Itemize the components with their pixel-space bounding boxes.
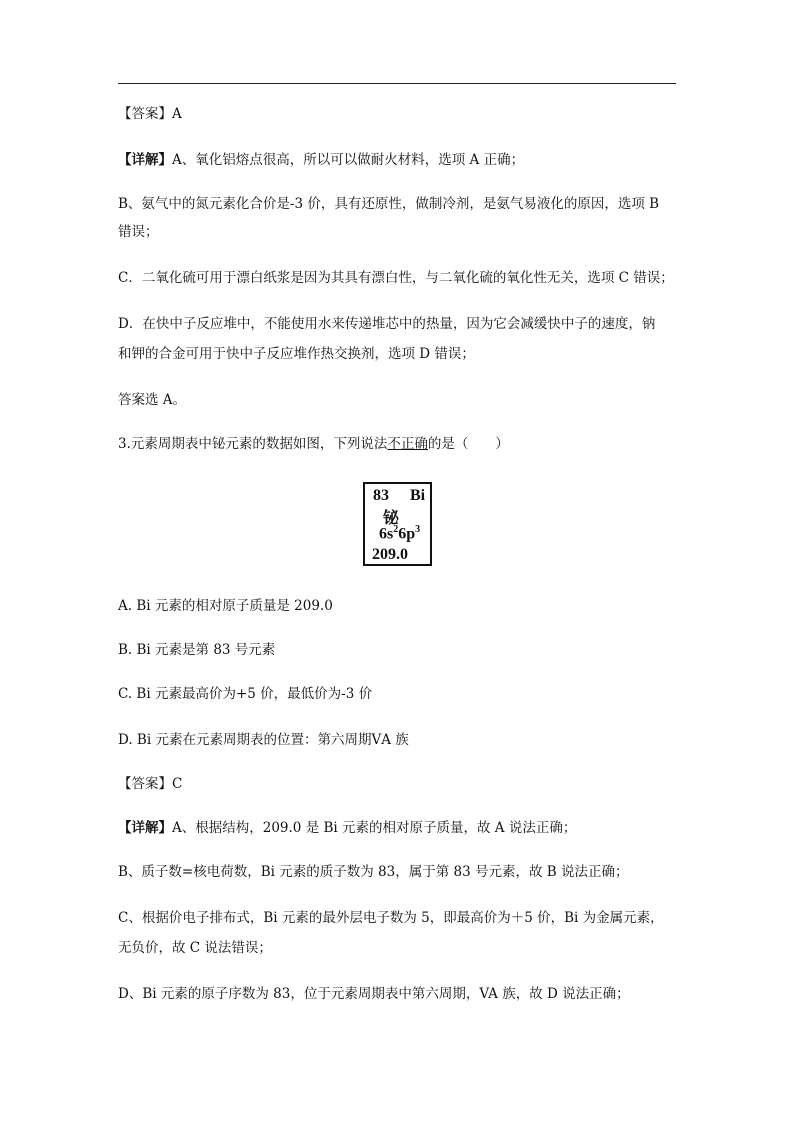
q3-detail-a [118, 818, 576, 838]
q3-detail-d: D、Bi 元素的原子序数为 83，位于元素周期表中第六周期，VA 族，故 D 说法正确； [118, 986, 630, 1002]
element-atomic-number: 83 [373, 487, 389, 504]
element-name: 铋 [383, 510, 400, 527]
q3-option-c: C. Bi 元素最高价为+5 价，最低价为-3 价 [118, 686, 373, 702]
q2-detail-label: 【详解】 [118, 152, 172, 168]
q3-detail-label: 【详解】 [118, 820, 172, 836]
q3-detail-a-text: A、根据结构，209.0 是 Bi 元素的相对原子质量，故 A 说法正确； [172, 820, 577, 836]
q3-answer-value: C [172, 776, 183, 792]
q2-detail-d-line2: 和钾的合金可用于快中子反应堆作热交换剂，选项 D 错误； [118, 346, 475, 362]
q2-detail-d-line1: D．在快中子反应堆中，不能使用水来传递堆芯中的热量，因为它会减缓快中子的速度，钠 [118, 316, 656, 332]
q2-detail-b-line2: 错误； [118, 224, 159, 240]
bismuth-element-cell [363, 482, 432, 566]
q3-option-a: A. Bi 元素的相对原子质量是 209.0 [118, 598, 333, 614]
q2-detail-a [118, 150, 524, 170]
q3-answer-label: 【答案】 [118, 776, 172, 792]
q3-option-b: B. Bi 元素是第 83 号元素 [118, 642, 276, 658]
element-atomic-mass: 209.0 [372, 546, 408, 563]
q2-answer-label: 【答案】 [118, 106, 172, 122]
q3-answer [118, 774, 182, 794]
q2-conclusion: 答案选 A。 [118, 392, 187, 408]
q2-answer-value: A [172, 106, 182, 122]
q3-stem-suffix: 的是（ ） [427, 436, 509, 452]
q3-stem [118, 434, 509, 454]
q3-detail-b: B、质子数=核电荷数，Bi 元素的质子数为 83，属于第 83 号元素，故 B 说法正确； [118, 864, 629, 880]
element-symbol: Bi [410, 487, 426, 504]
config-6p-sup: 3 [415, 524, 421, 535]
element-electron-config [379, 524, 420, 543]
config-6s: 6s [379, 525, 394, 543]
q2-detail-a-text: A、氧化铝熔点很高，所以可以做耐火材料，选项 A 正确； [172, 152, 525, 168]
config-6p: 6p [398, 525, 416, 543]
q2-detail-b-line1: B、氨气中的氮元素化合价是-3 价，具有还原性，做制冷剂，是氨气易液化的原因，选项 B [118, 196, 660, 212]
q2-detail-c: C．二氧化硫可用于漂白纸浆是因为其具有漂白性，与二氧化硫的氧化性无关，选项 C 错误； [118, 270, 674, 286]
q3-stem-underlined: 不正确 [387, 436, 428, 452]
q3-stem-prefix: 3.元素周期表中铋元素的数据如图，下列说法 [118, 436, 388, 452]
q3-detail-c-line2: 无负价，故 C 说法错误； [118, 940, 272, 956]
q3-detail-c-line1: C、根据价电子排布式，Bi 元素的最外层电子数为 5，即最高价为＋5 价，Bi 为金属元素， [118, 910, 664, 926]
config-6s-sup: 2 [393, 524, 399, 535]
q3-option-d: D. Bi 元素在元素周期表的位置：第六周期ⅤA 族 [118, 732, 409, 748]
q2-answer [118, 104, 182, 124]
header-rule [118, 83, 676, 84]
